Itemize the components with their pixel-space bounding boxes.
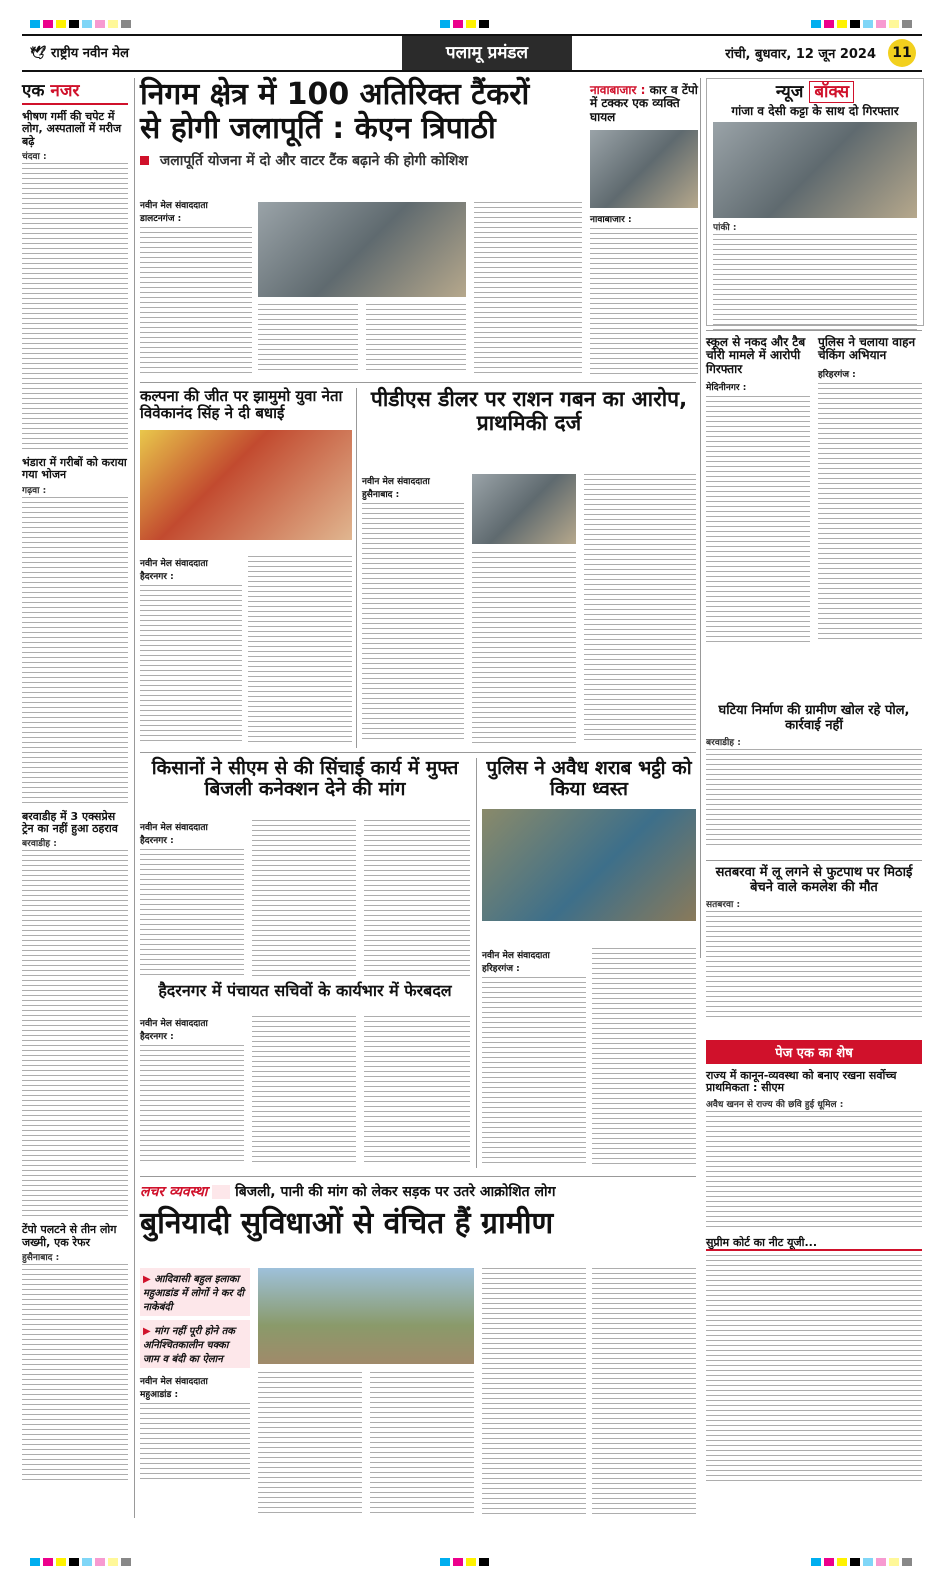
top-story-col1: नवीन मेल संवाददाता डालटनगंज :: [140, 198, 252, 373]
bottom-registration-bar: [0, 1548, 945, 1562]
arrow-icon: ▶: [143, 1274, 151, 1285]
vehicle-checking-headline: पुलिस ने चलाया वाहन चेकिंग अभियान: [818, 335, 916, 363]
farmers-headline: किसानों ने सीएम से की सिंचाई कार्य में मुफ्त बिजली कनेक्शन देने की मांग: [151, 757, 459, 801]
newspaper-brand: [30, 43, 129, 61]
pds-story: पीडीएस डीलर पर राशन गबन का आरोप, प्राथमिकी दर्ज नवीन मेल संवाददाता हुसैनाबाद :: [362, 388, 696, 748]
news-box-label: न्यूज बॉक्स: [707, 79, 923, 102]
meeting-photo: [258, 202, 466, 297]
strap-divider: [212, 1185, 230, 1199]
continued-title: सुप्रीम कोर्ट का नीट यूजी...: [706, 1237, 922, 1251]
brief-title: भंडारा में गरीबों को कराया गया भोजन: [22, 455, 127, 482]
road-quality-headline: घटिया निर्माण की ग्रामीण खोल रहे पोल, कार्रवाई नहीं: [718, 703, 910, 733]
red-square-icon: [140, 156, 149, 165]
bouquet-photo: [140, 430, 352, 540]
page-one-continued: पेज एक का शेष राज्य में कानून-व्यवस्था को बनाए रखना सर्वोच्च प्राथमिकता : सीएम अवैध खनन से राज्य की छवि हुई धूमिल : सुप्रीम कोर्ट का नीट यूजी...: [706, 1040, 922, 1518]
masthead: [22, 34, 922, 72]
brand-name: राष्ट्रीय नवीन मेल: [51, 46, 129, 61]
heatstroke-headline: सतबरवा में लू लगने से फुटपाथ पर मिठाई बेचने वाले कमलेश की मौत: [715, 865, 913, 895]
vehicle-checking-story: पुलिस ने चलाया वाहन चेकिंग अभियान हरिहरगंज :: [818, 336, 922, 666]
bullet-point: ▶ आदिवासी बहुल इलाका महुआडांड में लोगों ने कर दी नाकेबंदी: [140, 1268, 250, 1316]
bottom-headline: बुनियादी सुविधाओं से वंचित हैं ग्रामीण: [140, 1206, 554, 1241]
continued-title: राज्य में कानून-व्यवस्था को बनाए रखना सर्वोच्च प्राथमिकता : सीएम: [706, 1069, 897, 1095]
panchayat-headline: हैदरनगर में पंचायत सचिवों के कार्यभार में फेरबदल: [158, 981, 452, 1000]
brief-title: बरवाडीह में 3 एक्सप्रेस ट्रेन का नहीं हुआ ठहराव: [22, 809, 118, 835]
village-photo: [258, 1268, 474, 1364]
news-box: न्यूज बॉक्स गांजा व देसी कट्टा के साथ दो गिरफ्तार पांकी :: [706, 78, 924, 326]
ek-nazar-column: [22, 78, 128, 1518]
arrow-icon: ▶: [143, 1326, 151, 1337]
kalpana-story: कल्पना की जीत पर झामुमो युवा नेता विवेकानंद सिंह ने दी बधाई नवीन मेल संवाददाता हैदरनगर :: [140, 388, 352, 748]
kalpana-headline: कल्पना की जीत पर झामुमो युवा नेता विवेकानंद सिंह ने दी बधाई: [140, 387, 343, 422]
school-theft-story: स्कूल से नकद और टैब चोरी मामले में आरोपी गिरफ्तार मेदिनीनगर :: [706, 336, 810, 666]
accident-photo: [590, 130, 698, 208]
top-registration-bar: [0, 10, 945, 24]
liquor-raid-story: पुलिस ने अवैध शराब भट्ठी को किया ध्वस्त नवीन मेल संवाददाता हरिहरगंज :: [482, 758, 696, 1168]
road-quality-story: घटिया निर्माण की ग्रामीण खोल रहे पोल, कार्रवाई नहीं बरवाडीह :: [706, 704, 922, 854]
ek-nazar-label: एक नजर: [22, 78, 128, 105]
building-photo: [472, 474, 576, 544]
bird-logo-icon: 🕊: [30, 46, 47, 61]
arrest-photo: [713, 122, 917, 218]
raid-photo: [482, 809, 696, 921]
brief-title: भीषण गर्मी की चपेट में लोग, अस्पतालों में मरीज बढ़े: [22, 110, 122, 148]
heatstroke-death-story: सतबरवा में लू लगने से फुटपाथ पर मिठाई बेचने वाले कमलेश की मौत सतबरवा :: [706, 866, 922, 1036]
school-theft-headline: स्कूल से नकद और टैब चोरी मामले में आरोपी गिरफ्तार: [706, 335, 806, 376]
section-title: पलामू प्रमंडल: [402, 36, 572, 70]
top-story: [140, 78, 582, 378]
page-one-banner: पेज एक का शेष: [706, 1040, 922, 1064]
top-story-headline-line2: से होगी जलापूर्ति : केएन त्रिपाठी: [140, 110, 496, 146]
page-number-badge: 11: [888, 39, 916, 67]
bottom-story: लचर व्यवस्था बिजली, पानी की मांग को लेकर सड़क पर उतरे आक्रोशित लोग बुनियादी सुविधाओं से वंचित हैं ग्रामीण ▶ आदिवासी बहुल इलाका महुआडांड में लोगों ने कर दी नाकेबंदी ▶ मांग नहीं पूरी होने तक अनिश्चितकालीन चक्का जाम व बंदी का ऐलान नवीन मेल संवाददाता महुआडांड :: [140, 1182, 696, 1518]
bottom-strap: लचर व्यवस्था बिजली, पानी की मांग को लेकर सड़क पर उतरे आक्रोशित लोग: [140, 1184, 556, 1200]
top-story-subhead: जलापूर्ति योजना में दो और वाटर टैंक बढ़ाने की होगी कोशिश: [140, 151, 582, 170]
pds-headline: पीडीएस डीलर पर राशन गबन का आरोप, प्राथमिकी दर्ज: [370, 387, 688, 435]
top-story-headline-line1: निगम क्षेत्र में 100 अतिरिक्त टैंकरों: [140, 77, 530, 112]
liquor-raid-headline: पुलिस ने अवैध शराब भट्ठी को किया ध्वस्त: [486, 757, 692, 801]
bullet-point: ▶ मांग नहीं पूरी होने तक अनिश्चितकालीन चक्का जाम व बंदी का ऐलान: [140, 1320, 250, 1368]
brief-body: हुसैनाबाद :: [22, 1252, 128, 1482]
panchayat-story: हैदरनगर में पंचायत सचिवों के कार्यभार में फेरबदल नवीन मेल संवाददाता हैदरनगर :: [140, 982, 470, 1168]
farmers-story: किसानों ने सीएम से की सिंचाई कार्य में मुफ्त बिजली कनेक्शन देने की मांग नवीन मेल संवाददाता हैदरनगर :: [140, 758, 470, 978]
dateline: रांची, बुधवार, 12 जून 2024: [725, 47, 876, 62]
brief-body: बरवाडीह :: [22, 838, 128, 1218]
brief-body: गढ़वा :: [22, 485, 128, 805]
news-box-headline: गांजा व देसी कट्टा के साथ दो गिरफ्तार: [731, 104, 899, 118]
car-tempo-story: नावाबाजार : कार व टेंपो में टक्कर एक व्यक्ति घायल नावाबाजार :: [590, 84, 698, 384]
brief-body: चंदवा :: [22, 151, 128, 451]
brief-title: टेंपो पलटने से तीन लोग जख्मी, एक रेफर: [22, 1223, 117, 1249]
